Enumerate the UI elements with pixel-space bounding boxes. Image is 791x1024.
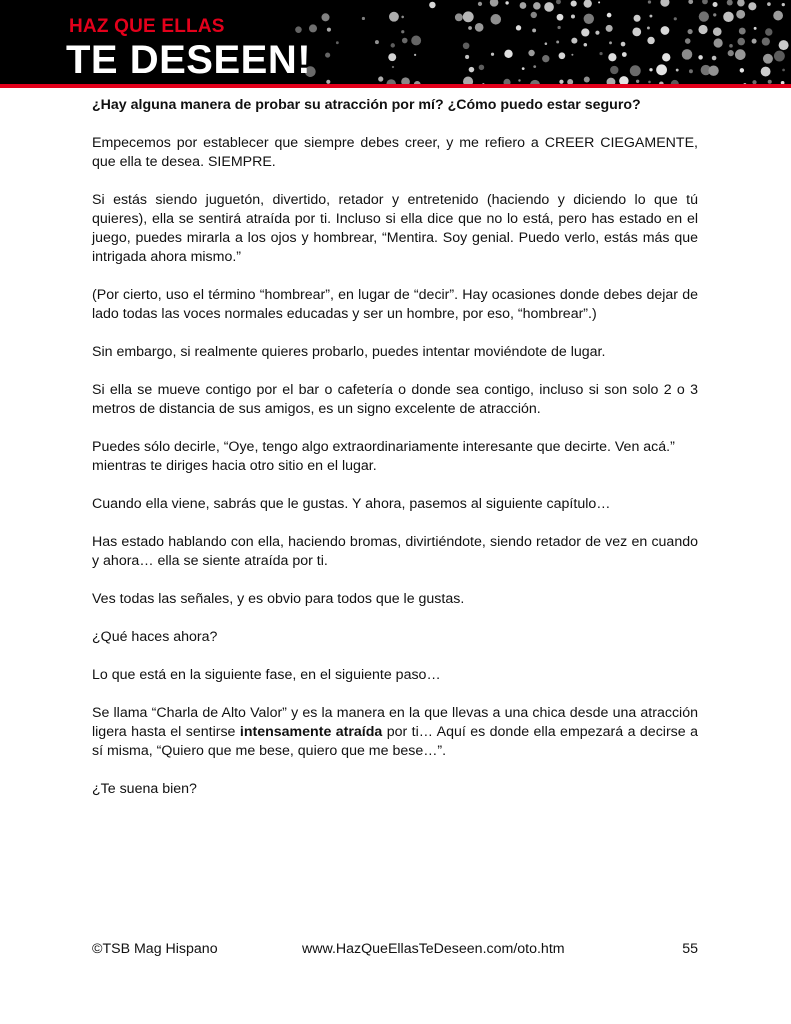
halftone-dot: [735, 49, 746, 60]
paragraph: ¿Te suena bien?: [92, 781, 197, 797]
footer-copyright: ©TSB Mag Hispano: [92, 941, 218, 957]
halftone-dot: [748, 2, 756, 10]
halftone-dot: [468, 26, 472, 30]
halftone-dot: [336, 41, 339, 44]
halftone-dot: [391, 43, 395, 47]
halftone-dot: [699, 11, 709, 21]
halftone-dot: [520, 2, 527, 9]
halftone-dot: [571, 1, 577, 7]
halftone-dot: [469, 67, 475, 73]
halftone-dot: [389, 12, 399, 22]
footer-url[interactable]: www.HazQueEllasTeDeseen.com/oto.htm: [302, 941, 565, 957]
halftone-dot: [774, 51, 785, 62]
halftone-dot: [478, 2, 482, 6]
halftone-dot: [763, 54, 773, 64]
halftone-dot: [622, 52, 627, 57]
halftone-dot: [712, 56, 717, 61]
halftone-dot: [556, 41, 559, 44]
halftone-dot: [656, 64, 667, 75]
halftone-dot: [688, 0, 693, 4]
halftone-dot: [327, 28, 331, 32]
paragraph-line: Puedes sólo decirle, “Oye, tengo algo extraordinariamente interesante que decirte. Ven acá.”: [92, 439, 675, 455]
page-number: 55: [682, 941, 698, 957]
halftone-dot: [401, 77, 410, 84]
halftone-dot: [584, 77, 590, 83]
halftone-dot: [767, 2, 771, 6]
halftone-dot: [309, 24, 317, 32]
halftone-dot: [647, 27, 650, 30]
halftone-dot: [401, 16, 404, 19]
halftone-dot: [648, 81, 651, 84]
halftone-dot: [754, 27, 757, 30]
halftone-dot: [505, 1, 508, 4]
paragraph: Si estás siendo juguetón, divertido, retador y entretenido (haciendo y diciendo lo que tú quieres), ella se sentirá atraída por ti. Incluso si ella dice que no lo está, pero has estado en el juego, puedes mirarla a los ojos y hombrear, “Mentira. Soy genial. Puedo verlo, estás más que intrigada ahora mismo.”: [92, 192, 698, 265]
halftone-dot: [504, 50, 512, 58]
brand-kicker: HAZ QUE ELLAS: [69, 16, 225, 37]
halftone-dot: [528, 50, 534, 56]
paragraph: Lo que está en la siguiente fase, en el siguiente paso…: [92, 667, 441, 683]
halftone-dot: [648, 0, 651, 3]
halftone-dot: [779, 40, 789, 50]
halftone-dot: [571, 38, 577, 44]
page-body: [92, 96, 698, 799]
halftone-dot: [713, 2, 718, 7]
halftone-dot: [698, 25, 707, 34]
halftone-dot: [752, 39, 757, 44]
halftone-dot: [661, 26, 670, 35]
halftone-dot: [649, 15, 652, 18]
halftone-dot: [571, 54, 573, 56]
halftone-dot: [609, 41, 612, 44]
halftone-dot: [608, 53, 616, 61]
halftone-dot: [388, 53, 396, 61]
halftone-dot: [463, 11, 474, 22]
halftone-dot: [649, 68, 652, 71]
halftone-dot: [728, 50, 734, 56]
halftone-dot: [606, 25, 613, 32]
halftone-dot: [545, 42, 548, 45]
halftone-dot: [660, 0, 669, 7]
halftone-dot: [782, 69, 785, 72]
halftone-dot: [773, 11, 783, 21]
halftone-dot: [532, 28, 536, 32]
halftone-dot: [676, 69, 679, 72]
paragraph: Has estado hablando con ella, haciendo bromas, divirtiéndote, siendo retador de vez en cuando y ahora… ella se siente atraída por ti.: [92, 534, 698, 569]
halftone-dot: [479, 65, 485, 71]
halftone-dot: [647, 37, 654, 44]
halftone-dot: [737, 38, 745, 46]
halftone-dot: [362, 17, 365, 20]
halftone-dot: [571, 15, 575, 19]
paragraph-line: mientras te diriges hacia otro sitio en el lugar.: [92, 458, 377, 474]
halftone-dot: [414, 54, 416, 56]
halftone-dot: [727, 0, 733, 6]
halftone-dot: [662, 53, 670, 61]
halftone-dot: [698, 55, 702, 59]
halftone-dot: [463, 76, 473, 84]
halftone-dot: [402, 38, 408, 44]
halftone-dot: [632, 27, 641, 36]
halftone-dot: [491, 14, 502, 25]
halftone-dot: [685, 38, 691, 44]
halftone-dot: [411, 35, 421, 45]
halftone-dot: [321, 13, 329, 21]
halftone-dot: [714, 38, 723, 47]
halftone-dot: [761, 67, 771, 77]
paragraph: Ves todas las señales, y es obvio para todos que le gustas.: [92, 591, 465, 607]
halftone-dot: [429, 2, 435, 8]
paragraph-text: por ti… Aquí es donde ella empezará a decirse a sí misma, “Quiero que me bese, quiero que me bese…”.: [92, 724, 698, 759]
emphasis-text: intensamente atraída: [239, 724, 383, 740]
halftone-dot: [610, 66, 618, 74]
halftone-dot: [688, 29, 693, 34]
halftone-dot: [607, 13, 612, 18]
halftone-dot: [463, 42, 470, 49]
halftone-dot: [619, 76, 628, 84]
halftone-dot: [584, 14, 594, 24]
halftone-dot: [325, 53, 330, 58]
halftone-dot: [544, 2, 554, 12]
halftone-dot: [630, 65, 641, 76]
halftone-dot: [542, 55, 549, 62]
halftone-dot: [475, 23, 484, 32]
paragraph: Empecemos por establecer que siempre debes creer, y me refiero a CREER CIEGAMENTE, que ella te desea. SIEMPRE.: [92, 135, 698, 170]
halftone-dot: [713, 27, 722, 36]
halftone-dot: [557, 26, 560, 29]
halftone-dot: [533, 65, 536, 68]
halftone-dot: [762, 37, 770, 45]
halftone-dot: [559, 52, 566, 59]
halftone-dot: [740, 68, 744, 72]
brand-title: TE DESEEN!: [66, 38, 312, 82]
halftone-dot: [765, 28, 772, 35]
halftone-dot: [782, 3, 785, 6]
halftone-dot: [533, 2, 541, 10]
halftone-dot: [729, 44, 733, 48]
halftone-dot: [490, 0, 499, 7]
halftone-dot: [595, 31, 599, 35]
halftone-dot: [702, 0, 708, 4]
halftone-dot: [491, 53, 494, 56]
halftone-dot: [295, 26, 302, 33]
halftone-dot: [682, 49, 693, 60]
halftone-dot: [739, 28, 746, 35]
halftone-dot: [621, 42, 626, 47]
header-divider: [0, 84, 791, 88]
halftone-dot: [599, 52, 602, 55]
halftone-dot: [465, 55, 469, 59]
halftone-dot: [516, 25, 521, 30]
paragraph: Si ella se mueve contigo por el bar o cafetería o donde sea contigo, incluso si son solo 2 o 3 metros de distancia de sus amigos, es un signo excelente de atracción.: [92, 382, 698, 417]
halftone-dot: [723, 12, 733, 22]
paragraph: Cuando ella viene, sabrás que le gustas. Y ahora, pasemos al siguiente capítulo…: [92, 496, 611, 512]
halftone-dot: [518, 79, 520, 81]
halftone-dot: [378, 76, 383, 81]
halftone-dot: [713, 13, 716, 16]
paragraph: [92, 438, 698, 476]
halftone-dot: [674, 17, 677, 20]
halftone-dot: [375, 40, 379, 44]
section-question: ¿Hay alguna manera de probar su atracción por mí? ¿Cómo puedo estar seguro?: [92, 97, 641, 113]
halftone-dot: [455, 13, 463, 21]
paragraph: [92, 704, 698, 761]
halftone-dot: [736, 10, 745, 19]
paragraph-text: Se llama “Charla de Alto Valor” y es la manera en la que llevas a una chica desde una atracción ligera hasta el sentirse: [92, 705, 698, 740]
halftone-dot: [708, 66, 718, 76]
halftone-dot: [531, 12, 537, 18]
halftone-dot: [556, 0, 561, 4]
paragraph: Sin embargo, si realmente quieres probarlo, puedes intentar moviéndote de lugar.: [92, 344, 606, 360]
paragraph: ¿Qué haces ahora?: [92, 629, 218, 645]
halftone-dot: [636, 80, 639, 83]
paragraph: (Por cierto, uso el término “hombrear”, en lugar de “decir”. Hay ocasiones donde debes dejar de lado todas las voces normales educadas y ser un hombre, por eso, “hombrear”.): [92, 287, 698, 322]
halftone-dot: [737, 0, 745, 7]
halftone-dot: [598, 1, 600, 3]
halftone-dot: [522, 67, 525, 70]
page-header: [0, 0, 791, 84]
halftone-dot: [584, 43, 588, 47]
halftone-dot: [392, 66, 394, 68]
halftone-dot: [557, 14, 564, 21]
page-footer: [92, 941, 698, 961]
halftone-dot: [581, 28, 589, 36]
halftone-dot: [689, 69, 693, 73]
halftone-dot: [634, 15, 641, 22]
halftone-dot: [401, 30, 404, 33]
halftone-dot: [584, 0, 592, 8]
